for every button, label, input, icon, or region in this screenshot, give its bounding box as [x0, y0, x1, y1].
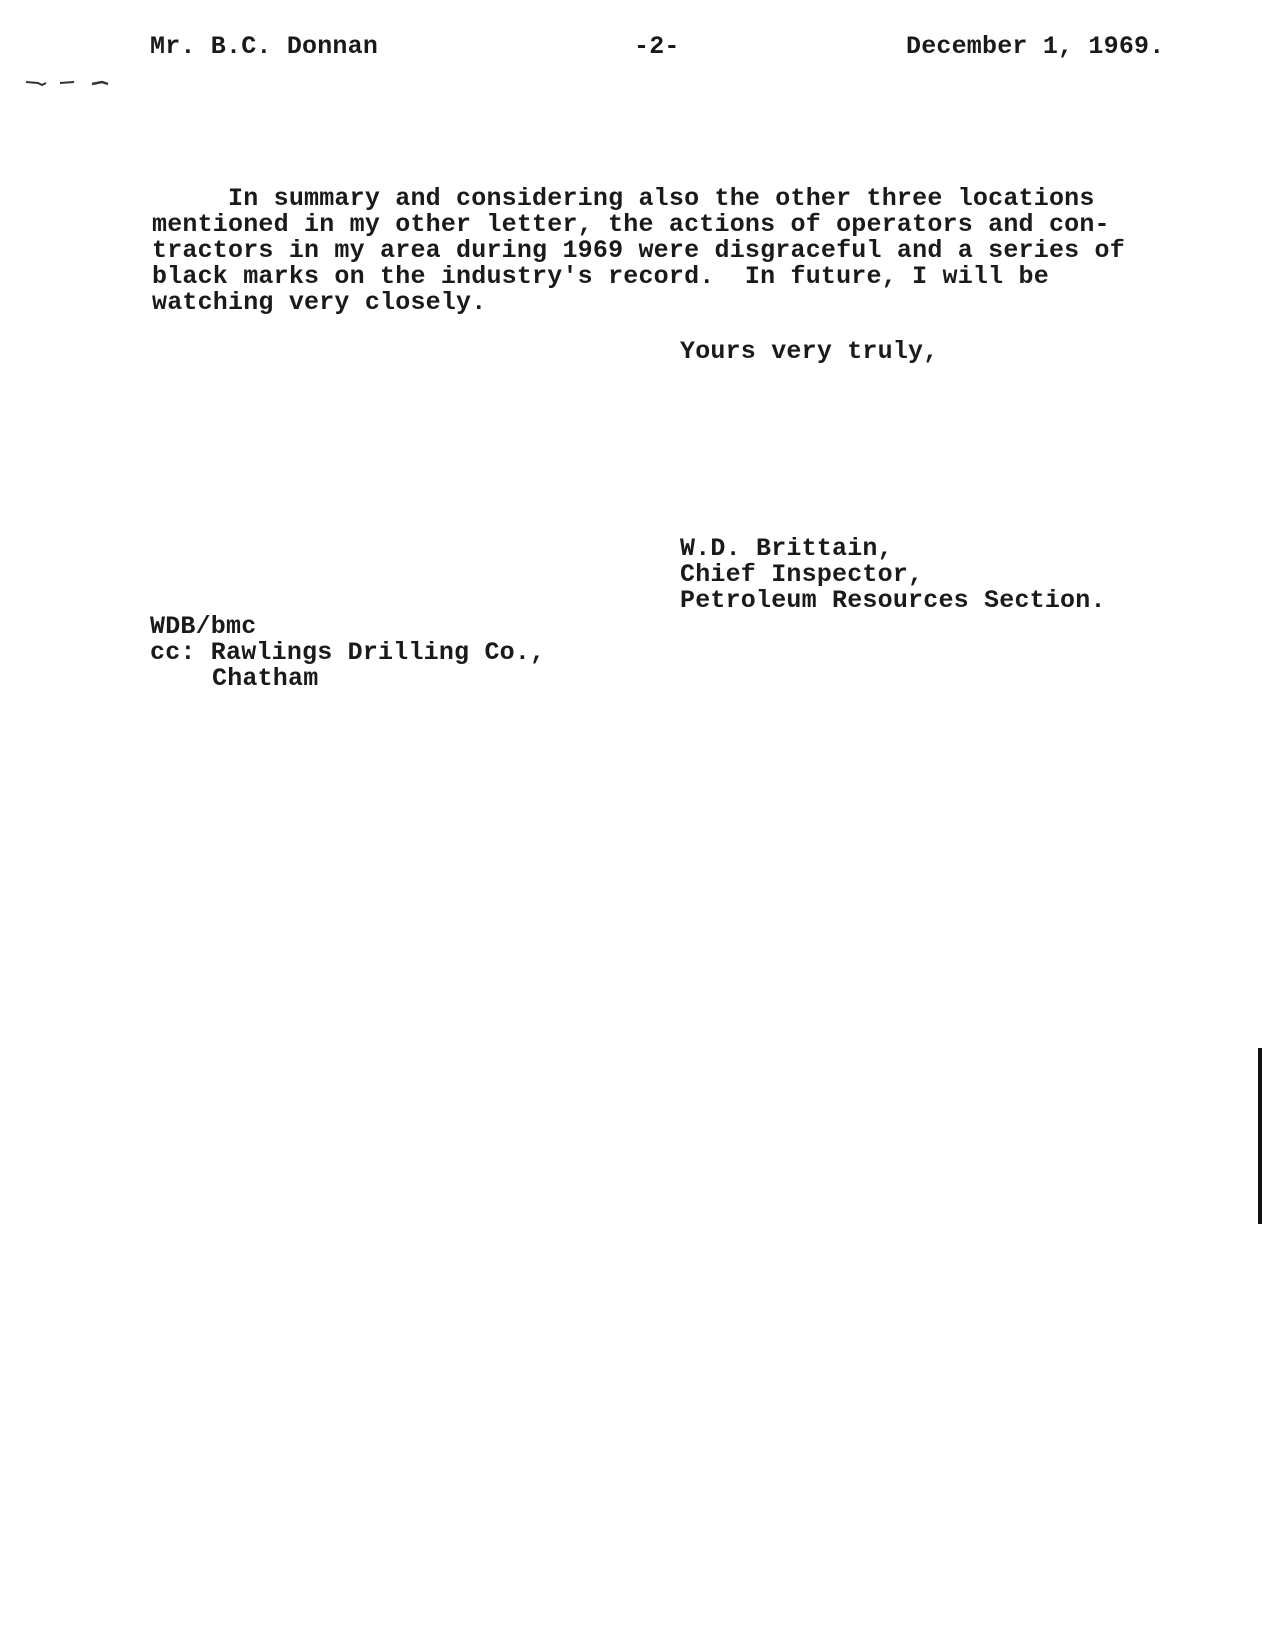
recipient-name: Mr. B.C. Donnan: [150, 32, 379, 61]
body-line: tractors in my area during 1969 were disgraceful and a series of: [152, 236, 1125, 265]
scan-edge-mark: [1258, 1048, 1262, 1224]
reference-block: [150, 614, 545, 692]
cc-line: cc: Rawlings Drilling Co.,: [150, 638, 546, 667]
cc-location: Chatham: [212, 664, 319, 693]
letter-date: December 1, 1969.: [906, 32, 1165, 61]
signature-block: [680, 536, 1106, 614]
reference-initials: WDB/bmc: [150, 612, 257, 641]
body-line: watching very closely.: [152, 288, 487, 317]
scan-mark: [26, 78, 111, 88]
closing-salutation: Yours very truly,: [680, 337, 939, 366]
page-number: -2-: [634, 32, 680, 61]
signer-title: Chief Inspector,: [680, 560, 924, 589]
body-paragraph: [152, 186, 1142, 316]
signer-name: W.D. Brittain,: [680, 534, 893, 563]
signer-department: Petroleum Resources Section.: [680, 586, 1106, 615]
body-line: In summary and considering also the other three locations: [152, 184, 1095, 213]
body-line: black marks on the industry's record. In future, I will be: [152, 262, 1049, 291]
body-line: mentioned in my other letter, the actions of operators and con-: [152, 210, 1110, 239]
